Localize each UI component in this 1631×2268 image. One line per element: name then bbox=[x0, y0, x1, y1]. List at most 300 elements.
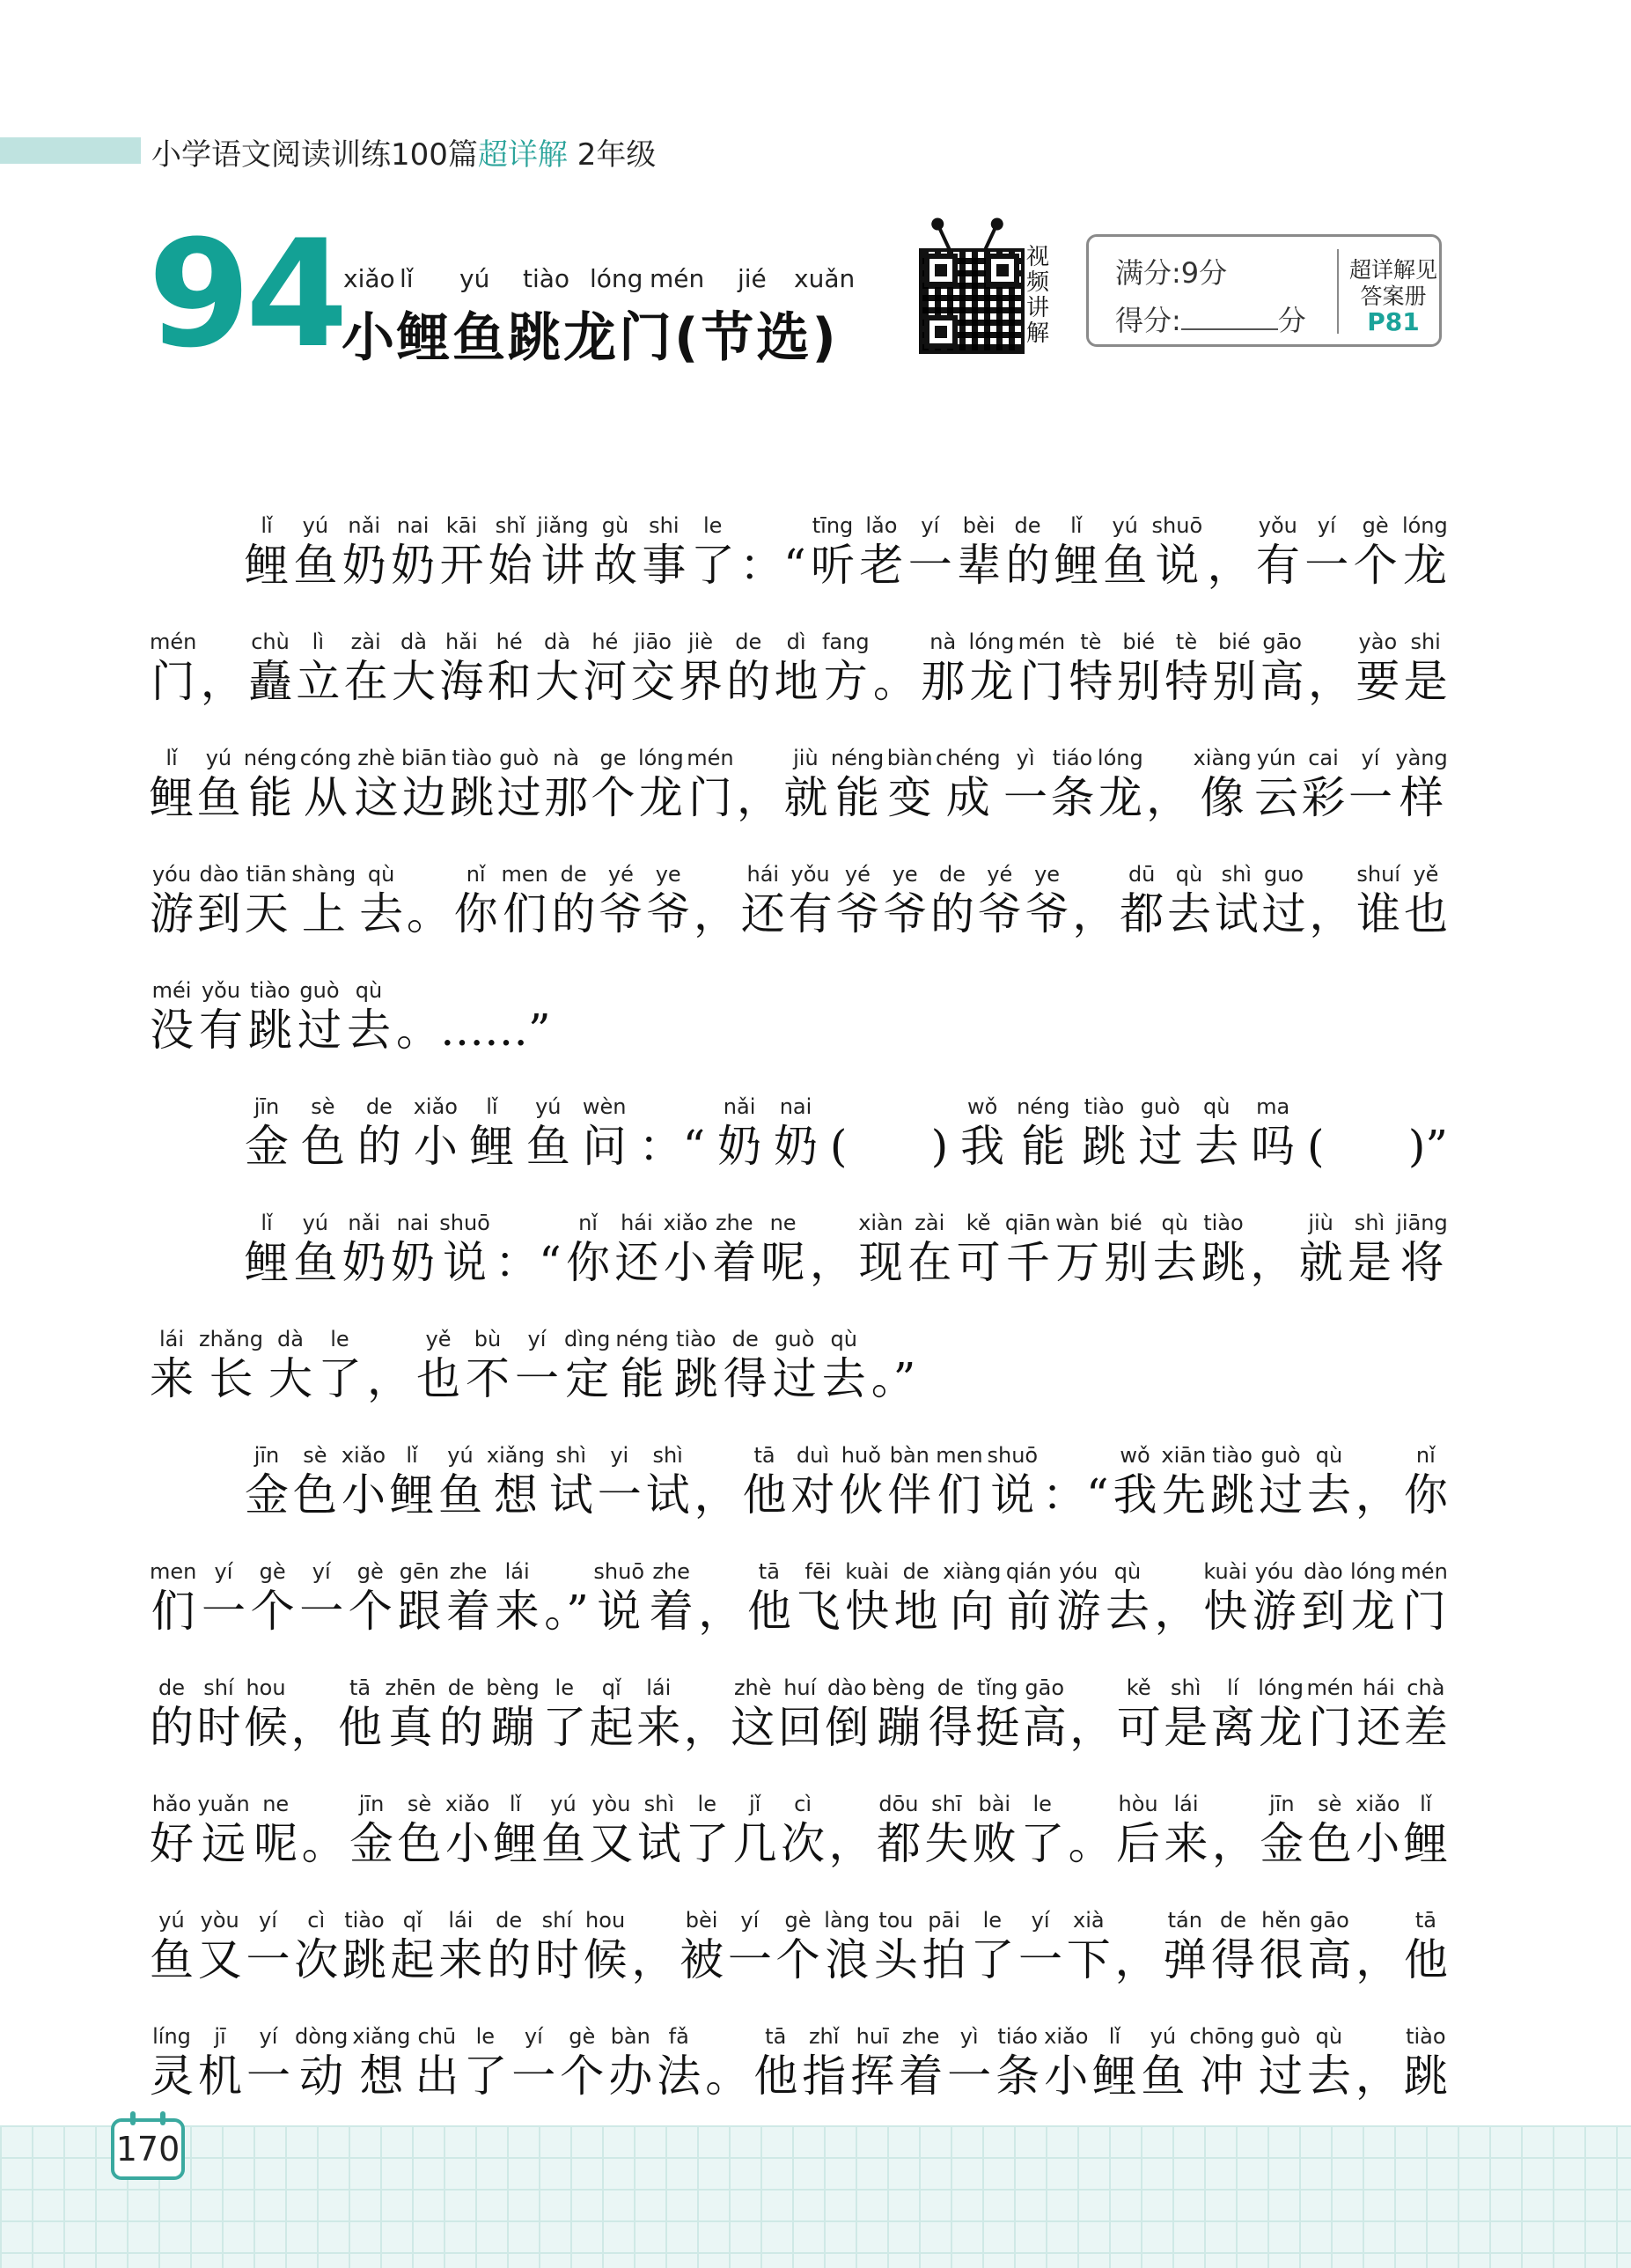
pinyin: dū bbox=[1128, 862, 1156, 887]
passage bbox=[150, 475, 1448, 2102]
text-char bbox=[1017, 1094, 1069, 1173]
pinyin: qù bbox=[1161, 1211, 1188, 1235]
pinyin: ye bbox=[1034, 862, 1061, 887]
hanzi: 机 bbox=[197, 2051, 242, 2102]
text-char bbox=[774, 1094, 818, 1173]
hanzi: 色 bbox=[397, 1818, 442, 1869]
text-char bbox=[439, 512, 483, 592]
pinyin: shuō bbox=[593, 1559, 645, 1584]
pinyin: qù bbox=[367, 862, 395, 887]
title-pinyin-syllable: lóng bbox=[590, 264, 643, 293]
hanzi: 跳 bbox=[248, 1005, 292, 1056]
text-char bbox=[1260, 629, 1304, 708]
pinyin: huī bbox=[856, 2024, 889, 2049]
passage-line bbox=[150, 1405, 1448, 1521]
hanzi: 去 bbox=[1166, 888, 1211, 939]
hanzi: 海 bbox=[439, 656, 484, 707]
hanzi: 奶 bbox=[342, 1237, 386, 1288]
hanzi: 们 bbox=[503, 888, 547, 939]
pinyin: lóng bbox=[1401, 513, 1448, 538]
text-char bbox=[1164, 1791, 1208, 1870]
text-char bbox=[822, 1326, 866, 1405]
punctuation bbox=[694, 861, 738, 940]
text-char bbox=[197, 861, 241, 940]
text-char bbox=[150, 745, 194, 824]
pinyin: xiàn bbox=[858, 1211, 903, 1235]
hanzi: ， bbox=[698, 1586, 743, 1637]
text-char bbox=[680, 1907, 724, 1986]
text-char bbox=[789, 861, 833, 940]
hanzi: 起 bbox=[390, 1934, 435, 1985]
pinyin: fang bbox=[821, 630, 870, 654]
text-char bbox=[246, 2023, 290, 2102]
text-char bbox=[987, 1442, 1038, 1521]
hanzi: ， bbox=[1355, 1934, 1400, 1985]
text-char bbox=[1302, 745, 1346, 824]
pinyin: jiǎng bbox=[537, 513, 589, 538]
hanzi: 失 bbox=[924, 1818, 969, 1869]
hanzi: 鱼 bbox=[437, 1469, 482, 1521]
hanzi: 现 bbox=[858, 1237, 903, 1288]
text-char bbox=[391, 1907, 435, 1986]
text-char bbox=[390, 1442, 434, 1521]
text-char bbox=[811, 512, 855, 592]
punctuation bbox=[1146, 745, 1190, 824]
pinyin: yé bbox=[607, 862, 634, 887]
pinyin: nai bbox=[396, 1211, 430, 1235]
passage-line bbox=[150, 1057, 1448, 1173]
text-char bbox=[245, 1094, 289, 1173]
hanzi: 将 bbox=[1400, 1237, 1444, 1288]
hanzi: 个 bbox=[560, 2051, 605, 2102]
punctuation bbox=[407, 861, 451, 940]
pinyin: le bbox=[982, 1908, 1003, 1933]
hanzi: 就 bbox=[1298, 1237, 1343, 1288]
hanzi: 有 bbox=[1255, 540, 1300, 591]
punctuation bbox=[1355, 2023, 1400, 2102]
text-char bbox=[717, 1094, 761, 1173]
pinyin: zhè bbox=[733, 1675, 772, 1700]
pinyin: yí bbox=[527, 1327, 547, 1351]
text-char bbox=[1404, 1791, 1448, 1870]
pinyin: yàng bbox=[1395, 746, 1448, 770]
pinyin: nǐ bbox=[1415, 1443, 1436, 1468]
hanzi: 彩 bbox=[1301, 772, 1346, 823]
pinyin: tiào bbox=[1084, 1094, 1125, 1119]
text-char bbox=[150, 1558, 196, 1638]
hanzi: 呢 bbox=[760, 1237, 805, 1288]
text-char bbox=[1194, 745, 1252, 824]
pinyin: pāi bbox=[928, 1908, 960, 1933]
text-char bbox=[416, 1326, 460, 1405]
text-char bbox=[733, 1791, 777, 1870]
hanzi: 又 bbox=[589, 1818, 634, 1869]
pinyin: hái bbox=[746, 862, 780, 887]
text-char bbox=[1404, 1675, 1448, 1754]
text-char bbox=[712, 1210, 756, 1289]
hanzi: 要 bbox=[1355, 656, 1400, 707]
hanzi: 去 bbox=[1194, 1121, 1239, 1172]
hanzi: 小 bbox=[341, 1469, 386, 1521]
pinyin: xiān bbox=[1161, 1443, 1207, 1468]
hanzi: 色 bbox=[1307, 1818, 1352, 1869]
pinyin: yú bbox=[1150, 2024, 1177, 2049]
pinyin: yí bbox=[921, 513, 940, 538]
text-char bbox=[929, 1675, 973, 1754]
text-char bbox=[1210, 1442, 1254, 1521]
passage-line bbox=[150, 1986, 1448, 2102]
text-char bbox=[1301, 1558, 1345, 1638]
hanzi: ， bbox=[1207, 540, 1252, 591]
text-char bbox=[584, 1907, 628, 1986]
pinyin: lái bbox=[448, 1908, 474, 1933]
text-char bbox=[199, 1326, 263, 1405]
hanzi: 你 bbox=[1403, 1469, 1448, 1521]
pinyin: lǐ bbox=[261, 513, 273, 538]
pinyin: yì bbox=[959, 2024, 979, 2049]
pinyin: le bbox=[555, 1675, 574, 1700]
pinyin: shǐ bbox=[495, 513, 525, 538]
hanzi: 得 bbox=[928, 1702, 973, 1753]
text-char bbox=[1103, 512, 1147, 592]
hanzi: 说 bbox=[1155, 540, 1200, 591]
hanzi[interactable]: ( ) bbox=[829, 1121, 949, 1172]
text-char bbox=[824, 1907, 870, 1986]
hanzi: 爷 bbox=[646, 888, 691, 939]
hanzi: 跳 bbox=[673, 1353, 718, 1404]
pinyin: zhe bbox=[652, 1559, 690, 1584]
lesson-title: 小鲤鱼跳龙门(节选) bbox=[342, 307, 839, 369]
hanzi: 倒 bbox=[825, 1702, 870, 1753]
text-char bbox=[778, 1675, 822, 1754]
hanzi: 的 bbox=[1005, 540, 1050, 591]
punctuation bbox=[544, 1558, 589, 1638]
hanzi: 候 bbox=[244, 1702, 288, 1753]
hanzi: 龙 bbox=[1259, 1702, 1304, 1753]
text-char bbox=[858, 1210, 903, 1289]
text-char bbox=[960, 1094, 1004, 1173]
pinyin: tiào bbox=[1203, 1211, 1244, 1235]
pinyin: gēn bbox=[399, 1559, 440, 1584]
pinyin: yí bbox=[312, 1559, 331, 1584]
pinyin: néng bbox=[830, 746, 885, 770]
hanzi: 跳 bbox=[1201, 1237, 1245, 1288]
pinyin: tiào bbox=[676, 1327, 716, 1351]
pinyin: mén bbox=[1306, 1675, 1354, 1700]
text-char bbox=[391, 1210, 435, 1289]
hanzi: 远 bbox=[202, 1818, 246, 1869]
hanzi: 去 bbox=[1306, 1469, 1351, 1521]
hanzi: 过 bbox=[1138, 1121, 1183, 1172]
hanzi: 去 bbox=[1105, 1586, 1150, 1637]
text-char bbox=[296, 629, 340, 708]
hanzi: 跳 bbox=[1082, 1121, 1127, 1172]
pinyin: de bbox=[1219, 1908, 1246, 1933]
hanzi: 们 bbox=[937, 1469, 981, 1521]
text-char bbox=[802, 2023, 846, 2102]
pinyin: sè bbox=[303, 1443, 327, 1468]
hanzi: 有 bbox=[788, 888, 833, 939]
answer-ref-line2: 答案册 bbox=[1360, 284, 1427, 309]
text-char bbox=[1116, 1791, 1160, 1870]
pinyin: lǐ bbox=[406, 1443, 418, 1468]
pinyin: chōng bbox=[1189, 2024, 1254, 2049]
pinyin: qǐ bbox=[601, 1675, 621, 1700]
text-char bbox=[978, 861, 1022, 940]
text-char bbox=[608, 2023, 652, 2102]
text-char bbox=[1211, 1675, 1255, 1754]
pinyin: gāo bbox=[1262, 630, 1302, 654]
pinyin: xiàng bbox=[943, 1559, 1002, 1584]
text-char bbox=[1348, 745, 1392, 824]
punctuation bbox=[1069, 1675, 1113, 1754]
pinyin: shì bbox=[1171, 1675, 1201, 1700]
text-char bbox=[1023, 1675, 1067, 1754]
punctuation bbox=[1208, 512, 1252, 592]
passage-line bbox=[150, 824, 1448, 940]
hanzi: 先 bbox=[1161, 1469, 1206, 1521]
text-char bbox=[589, 1791, 633, 1870]
pinyin: xiǎo bbox=[413, 1094, 458, 1119]
pinyin: le bbox=[697, 1792, 716, 1816]
hanzi: ， bbox=[200, 656, 245, 707]
text-char bbox=[1138, 1094, 1182, 1173]
hanzi: 一 bbox=[246, 1934, 290, 1985]
pinyin: yé bbox=[987, 862, 1013, 887]
hanzi: 色 bbox=[300, 1121, 345, 1172]
hanzi: ， bbox=[736, 772, 781, 823]
score-blank[interactable] bbox=[1181, 307, 1278, 330]
hanzi: 他 bbox=[338, 1702, 382, 1753]
text-char bbox=[970, 1907, 1014, 1986]
hanzi: 指 bbox=[802, 2051, 847, 2102]
text-char bbox=[342, 512, 386, 592]
punctuation bbox=[873, 629, 917, 708]
pinyin: sè bbox=[1318, 1792, 1342, 1816]
pinyin: jǐ bbox=[749, 1792, 761, 1816]
text-char bbox=[1161, 1442, 1206, 1521]
pinyin: jīn bbox=[1269, 1792, 1295, 1816]
hanzi: 真 bbox=[388, 1702, 433, 1753]
hanzi: 小 bbox=[663, 1237, 708, 1288]
text-char bbox=[1003, 745, 1047, 824]
hanzi: 回 bbox=[777, 1702, 822, 1753]
text-char bbox=[590, 1675, 634, 1754]
hanzi: 了 bbox=[317, 1353, 362, 1404]
hanzi: 也 bbox=[1403, 888, 1448, 939]
hanzi: 说 bbox=[443, 1237, 488, 1288]
hanzi: 游 bbox=[1056, 1586, 1101, 1637]
pinyin: tā bbox=[758, 1559, 780, 1584]
hanzi: 鲤 bbox=[245, 540, 289, 591]
pinyin: xiàng bbox=[1193, 746, 1252, 770]
pinyin: xiǎo bbox=[341, 1443, 386, 1468]
hanzi: 离 bbox=[1210, 1702, 1255, 1753]
text-char bbox=[1056, 1558, 1100, 1638]
text-char bbox=[631, 629, 675, 708]
punctuation bbox=[705, 2023, 749, 2102]
pinyin: zhǐ bbox=[808, 2024, 840, 2049]
pinyin: yé bbox=[844, 862, 871, 887]
text-char bbox=[1308, 1791, 1352, 1870]
hanzi: 矗 bbox=[248, 656, 293, 707]
text-char bbox=[664, 1210, 708, 1289]
hanzi: 始 bbox=[488, 540, 533, 591]
hanzi: ， bbox=[1072, 888, 1117, 939]
qr-code-icon[interactable] bbox=[919, 248, 1025, 354]
text-char bbox=[1104, 1210, 1148, 1289]
pinyin: bèng bbox=[871, 1675, 926, 1700]
passage-line bbox=[150, 1754, 1448, 1870]
pinyin: ne bbox=[262, 1792, 290, 1816]
hanzi: 奶 bbox=[717, 1121, 762, 1172]
pinyin: de bbox=[938, 862, 966, 887]
text-char bbox=[439, 1675, 483, 1754]
text-char bbox=[526, 1094, 570, 1173]
text-char bbox=[246, 1907, 290, 1986]
text-char bbox=[747, 1558, 791, 1638]
punctuation bbox=[291, 1675, 335, 1754]
pinyin: jī bbox=[214, 2024, 226, 2049]
hanzi: 特 bbox=[1069, 656, 1113, 707]
hanzi: 鱼 bbox=[1141, 2051, 1186, 2102]
pinyin: lóng bbox=[637, 746, 684, 770]
pinyin: dìng bbox=[563, 1327, 611, 1351]
hanzi[interactable]: ( )” bbox=[1307, 1121, 1448, 1172]
hanzi: 是 bbox=[1403, 656, 1448, 707]
hanzi: 长 bbox=[209, 1353, 253, 1404]
hanzi: 不 bbox=[465, 1353, 510, 1404]
punctuation bbox=[1069, 1791, 1113, 1870]
text-char bbox=[691, 512, 735, 592]
pinyin: nǎi bbox=[348, 1211, 380, 1235]
text-char bbox=[1212, 629, 1256, 708]
text-char bbox=[1307, 1442, 1351, 1521]
answer-ref-line1: 超详解见 bbox=[1348, 257, 1437, 283]
hanzi: 个 bbox=[348, 1586, 393, 1637]
hanzi: 一 bbox=[727, 1934, 772, 1985]
pinyin: qù bbox=[830, 1327, 857, 1351]
pinyin: de bbox=[447, 1675, 474, 1700]
pinyin: yún bbox=[1256, 746, 1297, 770]
pinyin: dì bbox=[786, 630, 806, 654]
pinyin: tán bbox=[1167, 1908, 1202, 1933]
text-char bbox=[511, 2023, 555, 2102]
hanzi: 。” bbox=[544, 1586, 589, 1637]
hanzi: 来 bbox=[150, 1353, 194, 1404]
text-char bbox=[1304, 512, 1348, 592]
text-char bbox=[245, 512, 289, 592]
hanzi: 我 bbox=[1113, 1469, 1157, 1521]
passage-line bbox=[150, 940, 1448, 1057]
hanzi: 了 bbox=[690, 540, 735, 591]
text-char bbox=[487, 1907, 531, 1986]
text-char bbox=[248, 629, 292, 708]
text-char bbox=[743, 1442, 787, 1521]
hanzi: 鲤 bbox=[1403, 1818, 1448, 1869]
pinyin: dào bbox=[199, 862, 239, 887]
pinyin: lǐ bbox=[261, 1211, 273, 1235]
text-char bbox=[1120, 861, 1164, 940]
pinyin: guò bbox=[1260, 1443, 1301, 1468]
pinyin: xiǎo bbox=[1044, 2024, 1089, 2049]
pinyin: men bbox=[150, 1559, 197, 1584]
hanzi: 。 bbox=[1068, 1818, 1113, 1869]
text-char bbox=[301, 1094, 345, 1173]
text-char bbox=[397, 1558, 441, 1638]
hanzi: 鲤 bbox=[1092, 2051, 1137, 2102]
text-char bbox=[1117, 1675, 1161, 1754]
text-char bbox=[293, 1210, 337, 1289]
hanzi: 奶 bbox=[391, 540, 436, 591]
text-char bbox=[1055, 1210, 1099, 1289]
hanzi: 次 bbox=[781, 1818, 826, 1869]
hanzi: 可 bbox=[1116, 1702, 1161, 1753]
pinyin: yě bbox=[1413, 862, 1439, 887]
hanzi: 来 bbox=[636, 1702, 681, 1753]
pinyin: néng bbox=[615, 1327, 669, 1351]
hanzi: 龙 bbox=[1402, 540, 1447, 591]
hanzi: 大 bbox=[392, 656, 436, 707]
text-char bbox=[560, 2023, 604, 2102]
pinyin: yí bbox=[259, 1908, 277, 1933]
title-pinyin-syllable: xiǎo bbox=[343, 264, 395, 293]
hanzi: 了 bbox=[970, 1934, 1015, 1985]
pinyin: yòu bbox=[200, 1908, 239, 1933]
hanzi: 变 bbox=[887, 772, 932, 823]
hanzi: ， bbox=[809, 1237, 854, 1288]
pinyin: yòu bbox=[591, 1792, 631, 1816]
hanzi: 都 bbox=[1120, 888, 1164, 939]
hanzi: 吗 bbox=[1251, 1121, 1296, 1172]
hanzi: 大 bbox=[268, 1353, 312, 1404]
hanzi: 们 bbox=[151, 1586, 195, 1637]
hanzi: 奶 bbox=[342, 540, 386, 591]
pinyin: fǎ bbox=[668, 2024, 689, 2049]
text-char bbox=[1005, 512, 1049, 592]
hanzi: 金 bbox=[349, 1818, 394, 1869]
punctuation bbox=[1250, 1210, 1294, 1289]
pinyin: chù bbox=[251, 630, 290, 654]
video-label-char: 讲 bbox=[1025, 295, 1049, 321]
pinyin: dào bbox=[1304, 1559, 1343, 1584]
text-char bbox=[1404, 1907, 1448, 1986]
text-char bbox=[1164, 629, 1209, 708]
hanzi: 一 bbox=[1304, 540, 1349, 591]
pinyin: wǒ bbox=[1120, 1443, 1150, 1468]
hanzi: 高 bbox=[1307, 1934, 1352, 1985]
hanzi: 去 bbox=[821, 1353, 866, 1404]
text-char bbox=[342, 1907, 386, 1986]
text-char bbox=[244, 745, 297, 824]
pinyin: jiè bbox=[687, 630, 714, 654]
hanzi: 。 bbox=[301, 1818, 346, 1869]
text-char bbox=[1117, 629, 1161, 708]
text-char bbox=[552, 861, 596, 940]
full-score: 满分:9分 bbox=[1115, 256, 1228, 290]
pinyin: shuō bbox=[1151, 513, 1203, 538]
pinyin: méi bbox=[151, 978, 192, 1003]
pinyin: nǎi bbox=[348, 513, 381, 538]
hanzi: 你 bbox=[566, 1237, 611, 1288]
pinyin: guò bbox=[1140, 1094, 1180, 1119]
hanzi: 了 bbox=[1020, 1818, 1065, 1869]
pinyin: kuài bbox=[1203, 1559, 1248, 1584]
hanzi: 游 bbox=[150, 888, 194, 939]
hanzi: 有 bbox=[199, 1005, 243, 1056]
pinyin: néng bbox=[243, 746, 298, 770]
pinyin: dòng bbox=[294, 2024, 349, 2049]
